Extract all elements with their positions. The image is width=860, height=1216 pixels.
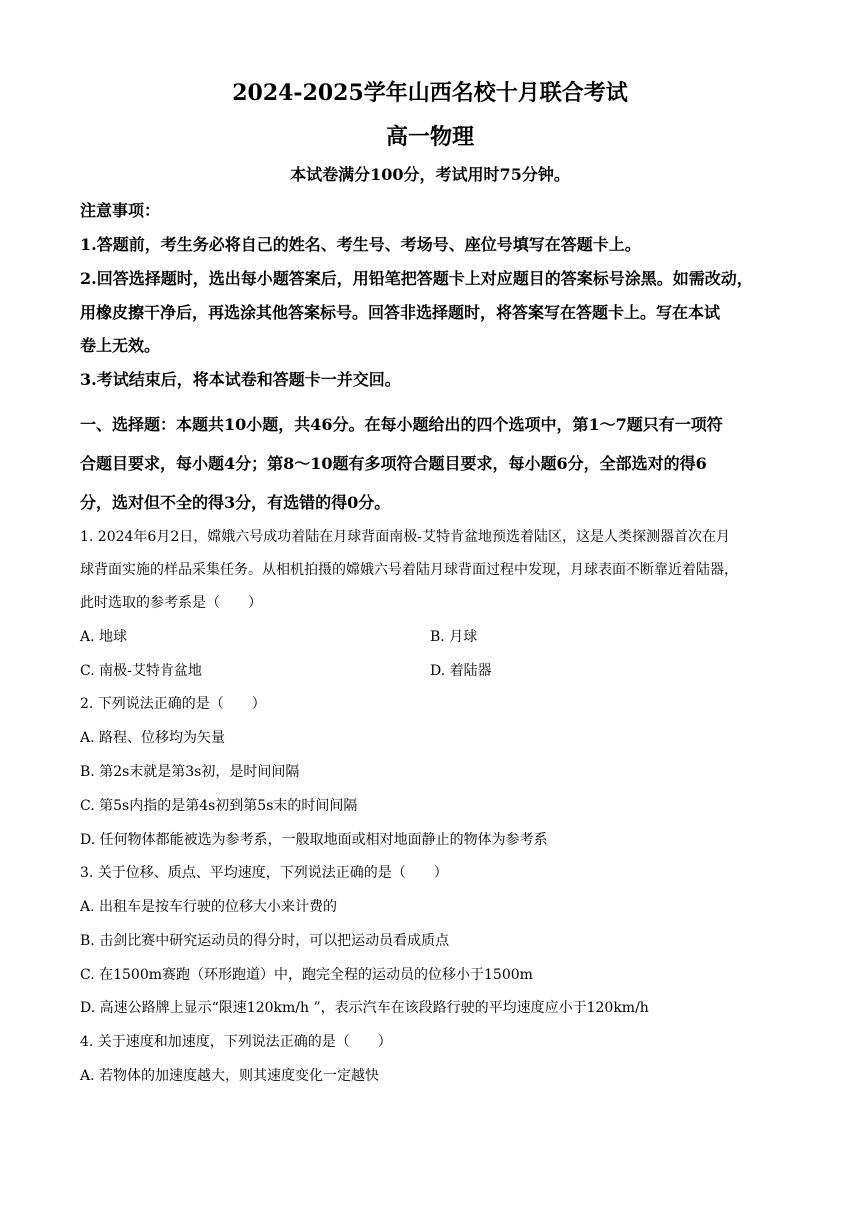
section-heading-line: 一、选择题：本题共10小题，共46分。在每小题给出的四个选项中，第1～7题只有一项符 <box>80 415 723 434</box>
option-c: C. 在1500m赛跑（环形跑道）中，跑完全程的运动员的位移小于1500m <box>80 967 533 983</box>
notes-heading: 注意事项： <box>80 201 161 220</box>
option-c: C. 南极-艾特肯盆地 <box>80 663 202 679</box>
note-line: 3.考试结束后，将本试卷和答题卡一并交回。 <box>80 370 401 389</box>
section-heading-line: 分，选对但不全的得3分，有选错的得0分。 <box>80 493 391 512</box>
option-b: B. 第2s末就是第3s初，是时间间隔 <box>80 764 300 780</box>
exam-subject: 高一物理 <box>385 124 474 150</box>
question-3-stem: 3. 关于位移、质点、平均速度，下列说法正确的是（ ） <box>80 865 448 881</box>
option-b: B. 月球 <box>430 629 478 645</box>
note-line: 2.回答选择题时，选出每小题答案后，用铅笔把答题卡上对应题目的答案标号涂黑。如需改动， <box>80 269 753 288</box>
option-d: D. 任何物体都能被选为参考系，一般取地面或相对地面静止的物体为参考系 <box>80 832 548 848</box>
exam-title: 2024-2025学年山西名校十月联合考试 <box>232 80 628 106</box>
note-line: 1.答题前，考生务必将自己的姓名、考生号、考场号、座位号填写在答题卡上。 <box>80 235 641 254</box>
question-1-stem: 球背面实施的样品采集任务。从相机拍摄的嫦娥六号着陆月球背面过程中发现，月球表面不断靠近着陆器， <box>80 562 738 578</box>
option-a: A. 若物体的加速度越大，则其速度变化一定越快 <box>80 1068 380 1084</box>
option-d: D. 着陆器 <box>430 663 492 679</box>
question-2-stem: 2. 下列说法正确的是（ ） <box>80 696 266 712</box>
option-a: A. 出租车是按车行驶的位移大小来计费的 <box>80 899 338 915</box>
section-heading-line: 合题目要求，每小题4分；第8～10题有多项符合题目要求，每小题6分，全部选对的得6 <box>80 454 707 473</box>
option-d: D. 高速公路牌上显示“限速120km/h ”，表示汽车在该段路行驶的平均速度应小于120km/h <box>80 1000 649 1016</box>
question-1-stem: 此时选取的参考系是（ ） <box>80 595 262 611</box>
question-1-stem: 1. 2024年6月2日，嫦娥六号成功着陆在月球背面南极-艾特肯盆地预选着陆区，这是人类探测器首次在月 <box>80 529 730 545</box>
option-b: B. 击剑比赛中研究运动员的得分时，可以把运动员看成质点 <box>80 933 450 949</box>
option-a: A. 路程、位移均为矢量 <box>80 730 226 746</box>
question-4-stem: 4. 关于速度和加速度，下列说法正确的是（ ） <box>80 1034 392 1050</box>
exam-info: 本试卷满分100分，考试用时75分钟。 <box>290 165 570 184</box>
note-line: 卷上无效。 <box>80 336 161 355</box>
option-c: C. 第5s内指的是第4s初到第5s末的时间间隔 <box>80 798 358 814</box>
note-line: 用橡皮擦干净后，再选涂其他答案标号。回答非选择题时，将答案写在答题卡上。写在本试 <box>80 303 721 322</box>
option-a: A. 地球 <box>80 629 128 645</box>
